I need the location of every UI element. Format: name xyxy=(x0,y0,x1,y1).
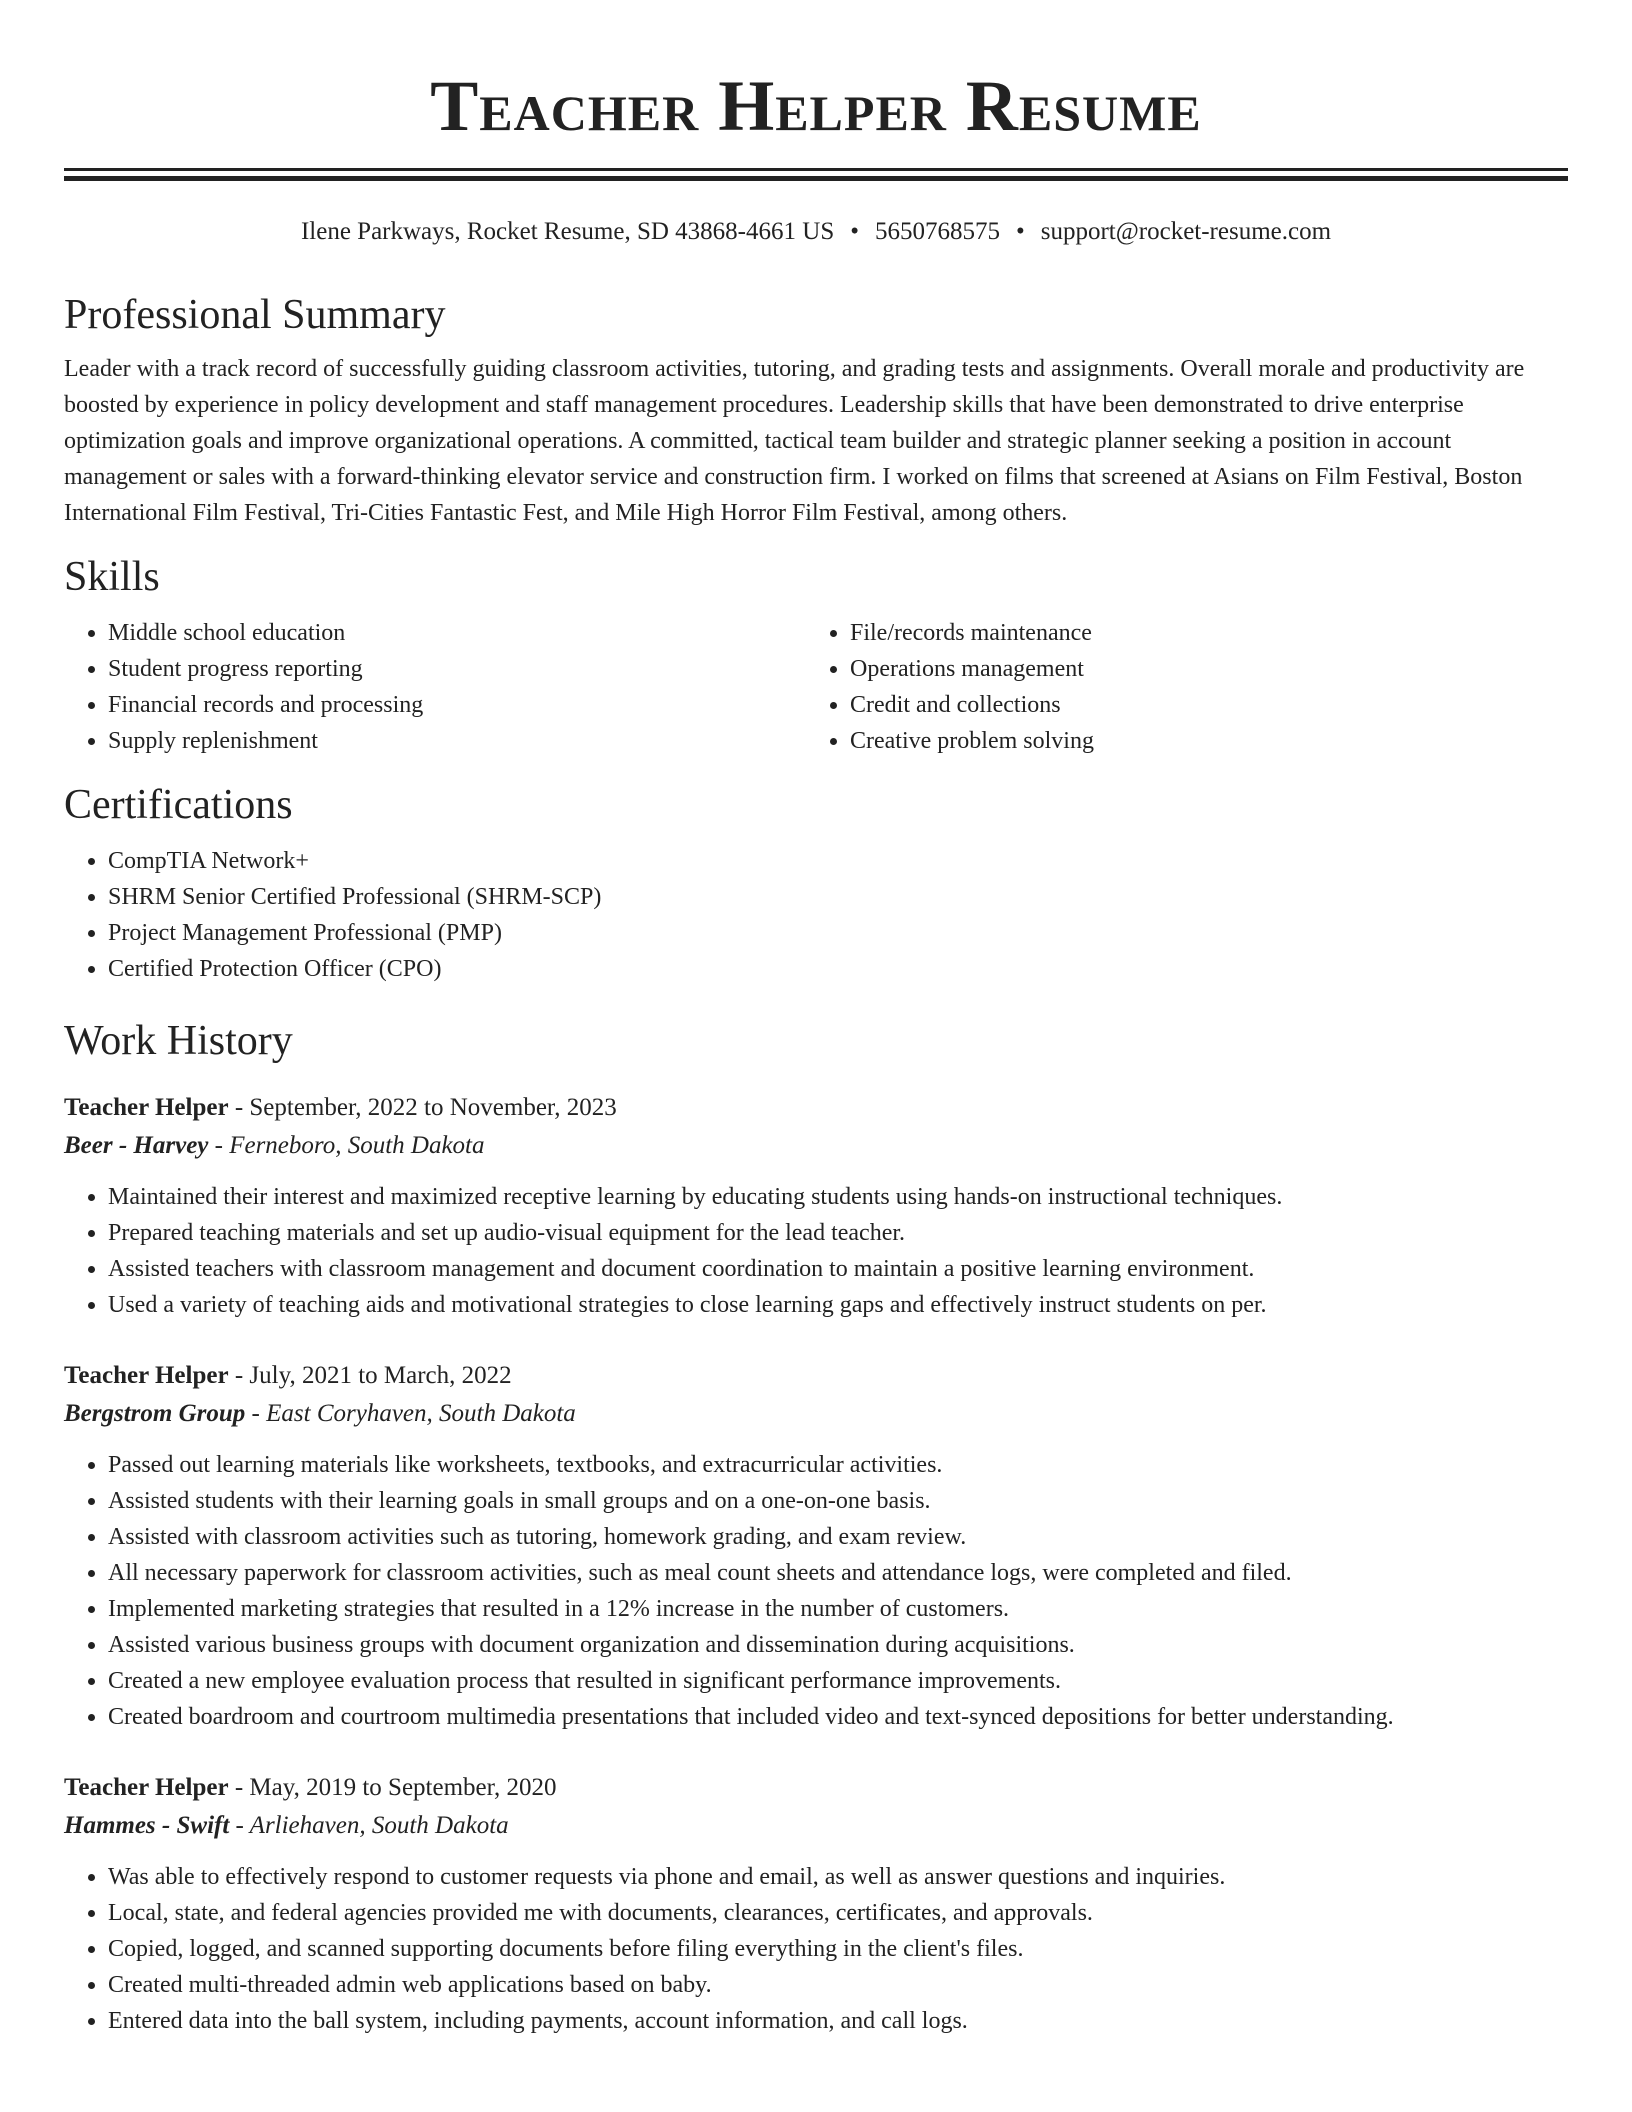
certifications-heading: Certifications xyxy=(64,782,293,828)
resume-title: Teacher Helper Resume xyxy=(430,66,1202,146)
job-title-line xyxy=(64,1357,1568,1395)
certification-item: • Certified Protection Officer (CPO) xyxy=(108,951,1568,987)
job-duty-item: • Was able to effectively respond to customer requests via phone and email, as well as answer questions and inquiries. xyxy=(108,1859,1568,1895)
job-duty-item: • Implemented marketing strategies that resulted in a 12% increase in the number of customers. xyxy=(108,1591,1568,1627)
contact-line xyxy=(64,215,1568,249)
job-company-line xyxy=(64,1807,1568,1845)
skill-item: • Middle school education xyxy=(108,615,806,651)
job-company: Bergstrom Group xyxy=(64,1400,246,1427)
certifications-list xyxy=(64,843,1568,987)
job-location: - Arliehaven, South Dakota xyxy=(229,1812,509,1839)
job-duty-item: • Created multi-threaded admin web applications based on baby. xyxy=(108,1967,1568,2003)
skills-column-left xyxy=(64,615,806,759)
summary-heading: Professional Summary xyxy=(64,292,446,338)
resume-page xyxy=(64,0,1568,2039)
certification-item: • CompTIA Network+ xyxy=(108,843,1568,879)
job-duty-item: • Assisted various business groups with document organization and dissemination during acquisitions. xyxy=(108,1627,1568,1663)
job-duties xyxy=(64,1179,1568,1323)
job-duty-item: • Assisted with classroom activities such as tutoring, homework grading, and exam review. xyxy=(108,1519,1568,1555)
job-dates: - July, 2021 to March, 2022 xyxy=(228,1362,512,1389)
skill-item: • File/records maintenance xyxy=(850,615,1548,651)
skills-list xyxy=(64,615,1568,759)
certification-item: • SHRM Senior Certified Professional (SHRM-SCP) xyxy=(108,879,1568,915)
job-entry xyxy=(64,1089,1568,1323)
skill-item: • Financial records and processing xyxy=(108,687,806,723)
contact-phone[interactable]: 5650768575 xyxy=(874,218,1000,245)
job-duty-item: • All necessary paperwork for classroom activities, such as meal count sheets and attendance logs, were completed and filed. xyxy=(108,1555,1568,1591)
certification-item: • Project Management Professional (PMP) xyxy=(108,915,1568,951)
job-duty-item: • Copied, logged, and scanned supporting documents before filing everything in the client's files. xyxy=(108,1931,1568,1967)
job-dates: - May, 2019 to September, 2020 xyxy=(228,1774,557,1801)
job-duty-item: • Created a new employee evaluation process that resulted in significant performance improvements. xyxy=(108,1663,1568,1699)
job-duty-item: • Used a variety of teaching aids and motivational strategies to close learning gaps and effectively instruct students on per. xyxy=(108,1287,1568,1323)
skill-item: • Credit and collections xyxy=(850,687,1548,723)
contact-email[interactable]: support@rocket-resume.com xyxy=(1040,218,1332,245)
job-duty-item: • Entered data into the ball system, including payments, account information, and call logs. xyxy=(108,2003,1568,2039)
job-duty-item: • Created boardroom and courtroom multimedia presentations that included video and text-synced depositions for better understanding. xyxy=(108,1699,1568,1735)
job-duties xyxy=(64,1859,1568,2039)
job-company-line xyxy=(64,1395,1568,1433)
job-entry xyxy=(64,1769,1568,2039)
skill-item: • Operations management xyxy=(850,651,1548,687)
job-company: Hammes - Swift xyxy=(64,1812,230,1839)
skill-item: • Supply replenishment xyxy=(108,723,806,759)
job-duty-item: • Maintained their interest and maximized receptive learning by educating students using hands-on instructional techniques. xyxy=(108,1179,1568,1215)
job-title: Teacher Helper xyxy=(64,1774,229,1801)
summary-text: Leader with a track record of successfully guiding classroom activities, tutoring, and grading tests and assignments. Overall morale and productivity are boosted by experience in policy development and staff management procedures. Leadership skills that have been demonstrated to drive enterprise optimization goals and improve organizational operations. A committed, tactical team builder and strategic planner seeking a position in account management or sales with a forward-thinking elevator service and construction firm. I worked on films that screened at Asians on Film Festival, Boston International Film Festival, Tri-Cities Fantastic Fest, and Mile High Horror Film Festival, among others. xyxy=(64,356,1525,526)
job-entry xyxy=(64,1357,1568,1735)
job-location: - East Coryhaven, South Dakota xyxy=(245,1400,576,1427)
skill-item: • Creative problem solving xyxy=(850,723,1548,759)
contact-separator: • xyxy=(1015,218,1025,245)
job-title-line xyxy=(64,1769,1568,1807)
skill-item: • Student progress reporting xyxy=(108,651,806,687)
job-location: - Ferneboro, South Dakota xyxy=(208,1132,485,1159)
contact-separator: • xyxy=(850,218,859,245)
job-title-line xyxy=(64,1089,1568,1127)
contact-address: Ilene Parkways, Rocket Resume, SD 43868-4661 US xyxy=(300,218,835,245)
job-title: Teacher Helper xyxy=(64,1362,229,1389)
job-company-line xyxy=(64,1127,1568,1165)
job-duty-item: • Passed out learning materials like worksheets, textbooks, and extracurricular activities. xyxy=(108,1447,1568,1483)
job-duty-item: • Local, state, and federal agencies provided me with documents, clearances, certificates, and approvals. xyxy=(108,1895,1568,1931)
skills-heading: Skills xyxy=(64,554,160,600)
job-company: Beer - Harvey xyxy=(64,1132,209,1159)
skills-column-right xyxy=(806,615,1548,759)
job-dates: - September, 2022 to November, 2023 xyxy=(228,1094,617,1121)
title-divider xyxy=(64,168,1568,181)
job-duties xyxy=(64,1447,1568,1735)
job-duty-item: • Assisted teachers with classroom management and document coordination to maintain a positive learning environment. xyxy=(108,1251,1568,1287)
job-title: Teacher Helper xyxy=(64,1094,229,1121)
work-history-heading: Work History xyxy=(64,1018,293,1064)
job-duty-item: • Prepared teaching materials and set up audio-visual equipment for the lead teacher. xyxy=(108,1215,1568,1251)
job-duty-item: • Assisted students with their learning goals in small groups and on a one-on-one basis. xyxy=(108,1483,1568,1519)
